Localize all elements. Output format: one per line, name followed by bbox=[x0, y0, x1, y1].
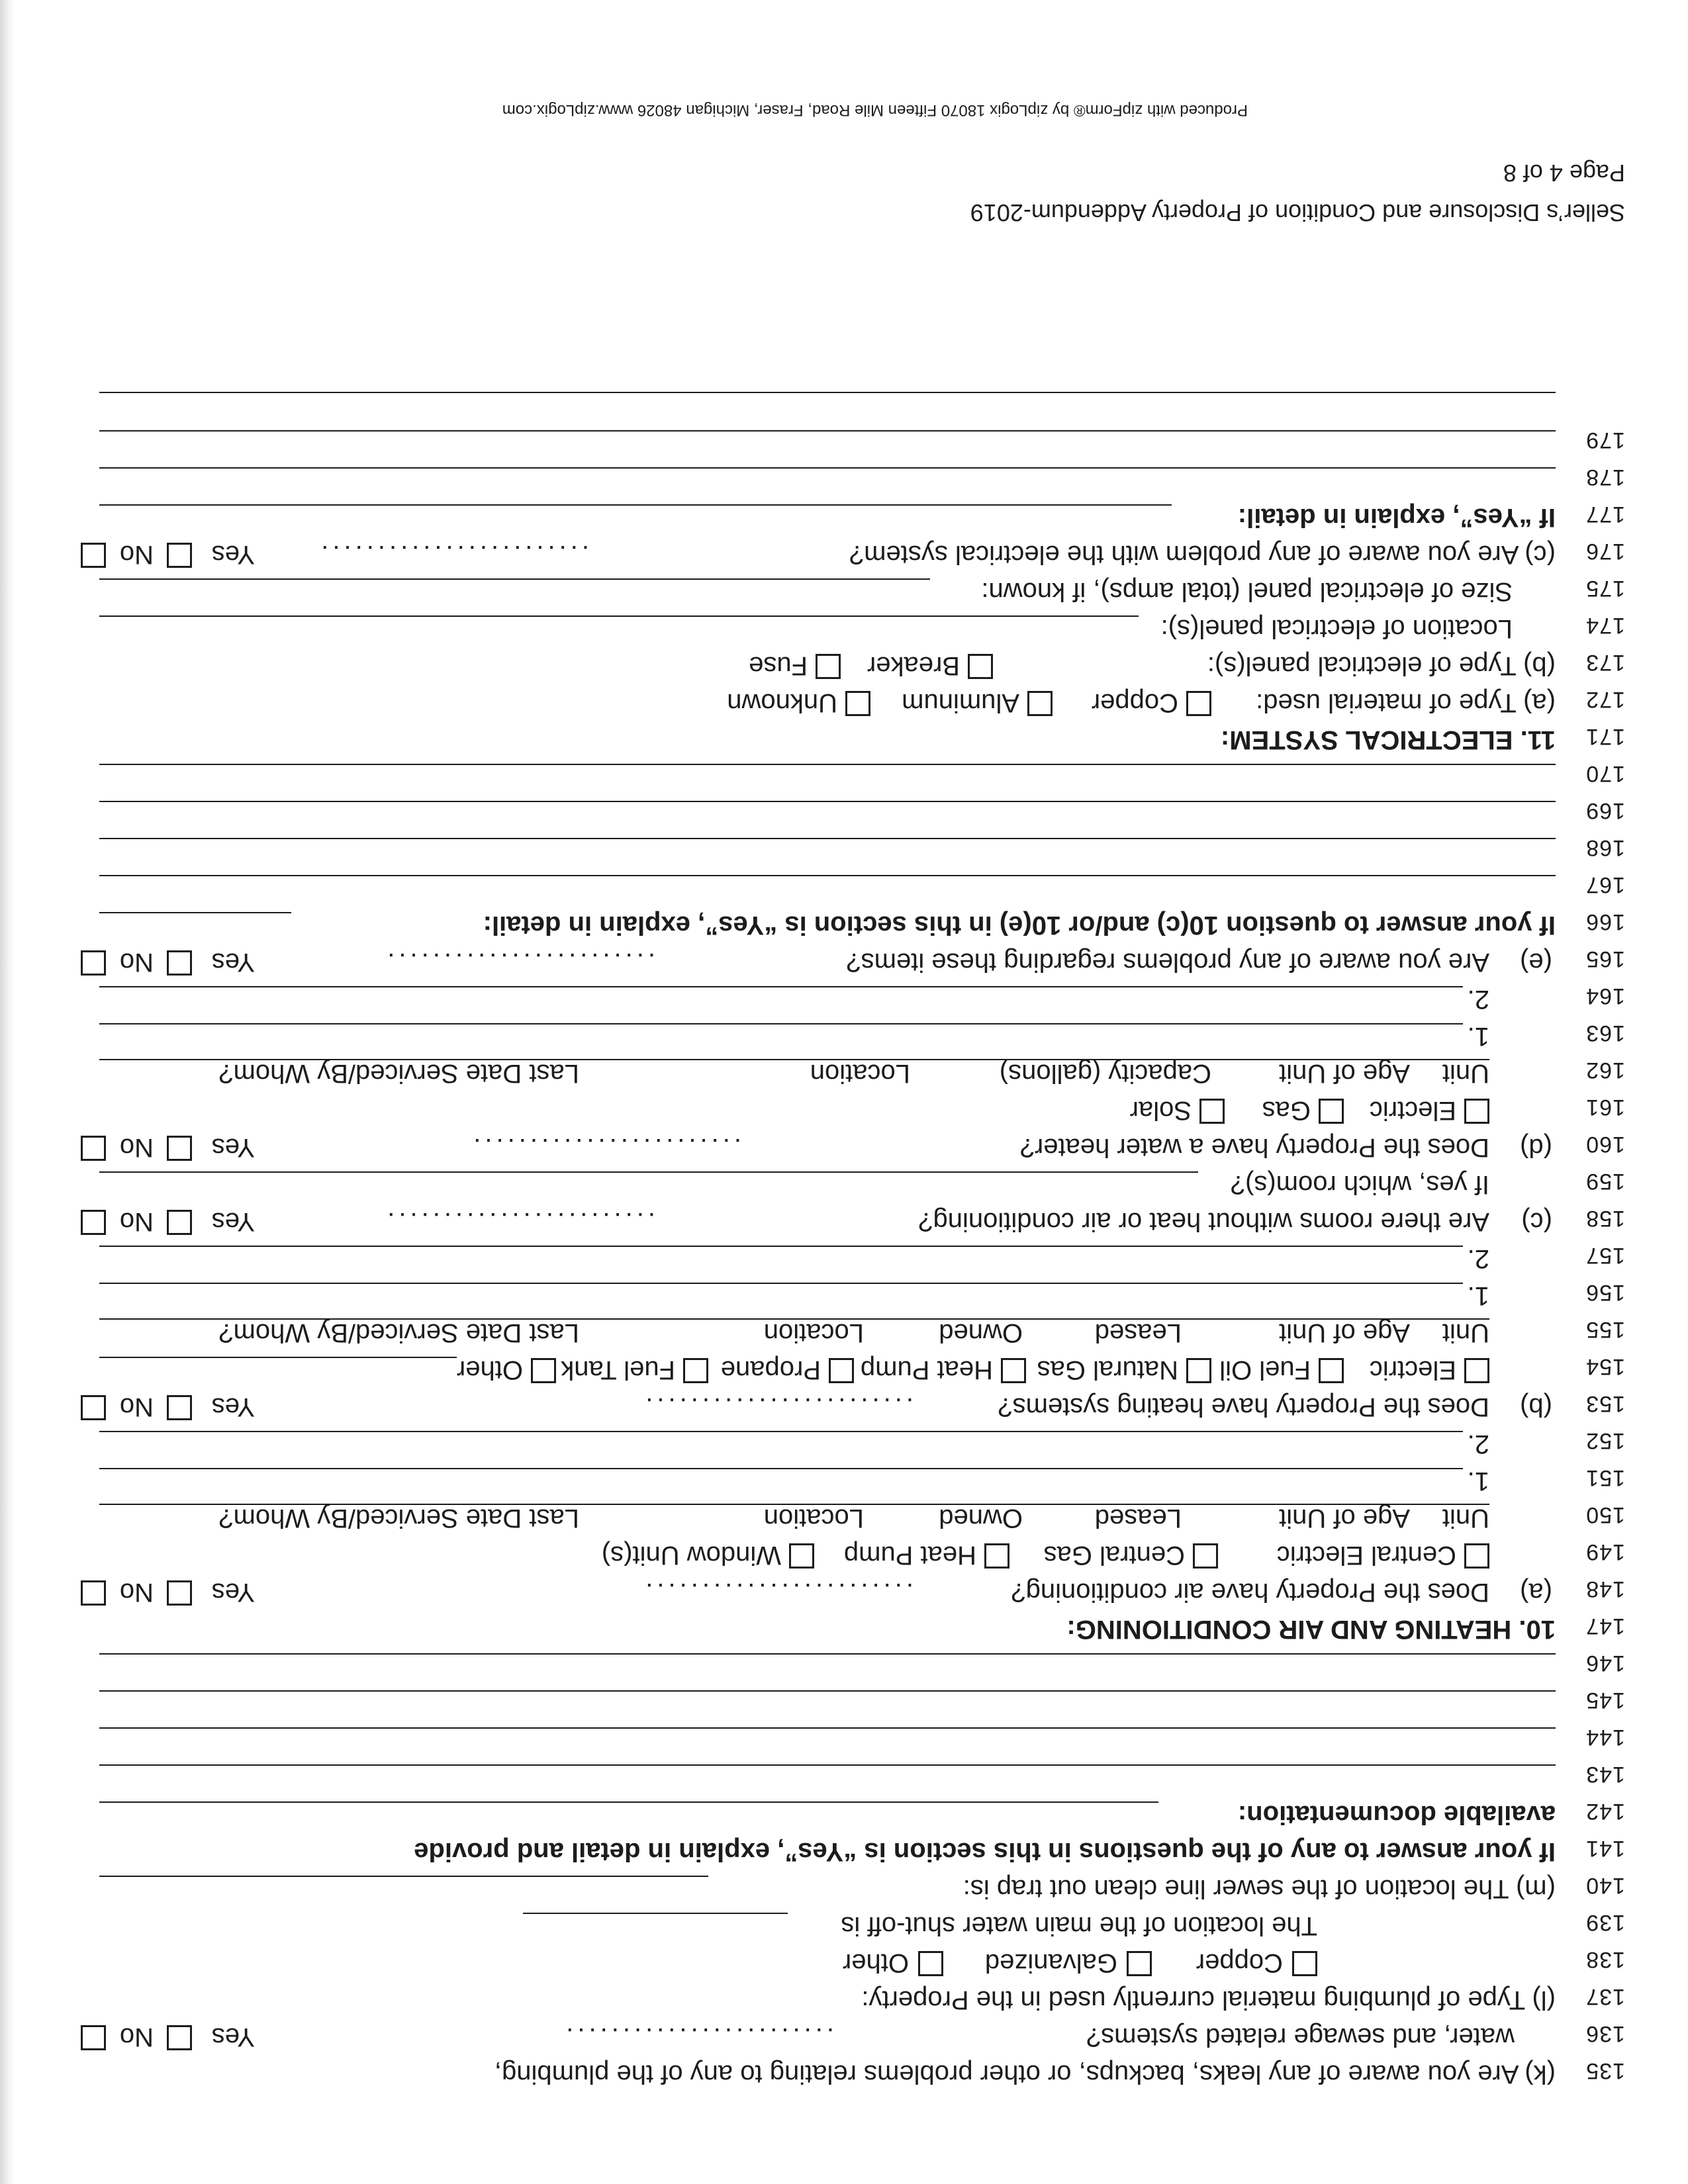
sewer-cleanout-field[interactable] bbox=[99, 1876, 708, 1877]
line-number: 136 bbox=[1585, 2021, 1625, 2046]
dot-leader: ........................ bbox=[317, 540, 589, 569]
line-153 bbox=[0, 1388, 1688, 1424]
unit-row-number: 1. bbox=[1467, 1467, 1489, 1496]
unit-row-number: 2. bbox=[1467, 1430, 1489, 1459]
heating-other-checkbox[interactable] bbox=[531, 1358, 556, 1383]
heat-pump-checkbox[interactable] bbox=[984, 1543, 1009, 1569]
explain-field[interactable] bbox=[99, 467, 1556, 469]
form-title: Seller’s Disclosure and Condition of Property Addendum-2019 bbox=[970, 199, 1625, 226]
unit-row-number: 2. bbox=[1467, 985, 1489, 1014]
line-139 bbox=[0, 1907, 1688, 1943]
line-number: 148 bbox=[1585, 1576, 1625, 1602]
unknown-checkbox[interactable] bbox=[845, 691, 870, 716]
yes-checkbox[interactable] bbox=[167, 1395, 192, 1420]
unit-row-field[interactable] bbox=[99, 1431, 1463, 1432]
panel-size-field[interactable] bbox=[99, 578, 930, 580]
unit-row-field[interactable] bbox=[99, 1283, 1463, 1284]
col-location: Location bbox=[763, 1318, 864, 1347]
plumbing-explain-line1: If your answer to any of the questions in this section is “Yes”, explain in detail and provide bbox=[414, 1837, 1556, 1866]
question-material: (a) Type of material used: bbox=[1256, 688, 1556, 717]
line-147 bbox=[0, 1611, 1688, 1647]
yes-checkbox[interactable] bbox=[167, 1136, 192, 1161]
line-144 bbox=[0, 1722, 1688, 1758]
line-152 bbox=[0, 1426, 1688, 1461]
explain-field[interactable] bbox=[99, 764, 1556, 765]
yes-label: Yes bbox=[211, 948, 255, 977]
heating-explain-label: If your answer to question 10(c) and/or 10(e) in this section is “Yes”, explain in detail: bbox=[483, 911, 1556, 940]
line-165 bbox=[0, 944, 1688, 979]
line-161 bbox=[0, 1092, 1688, 1128]
line-163 bbox=[0, 1018, 1688, 1054]
yes-checkbox[interactable] bbox=[167, 1580, 192, 1606]
line-number: 154 bbox=[1585, 1354, 1625, 1379]
line-number: 138 bbox=[1585, 1947, 1625, 1972]
line-178 bbox=[0, 462, 1688, 498]
explain-field[interactable] bbox=[99, 801, 1556, 802]
line-number: 142 bbox=[1585, 1799, 1625, 1824]
window-units-checkbox[interactable] bbox=[789, 1543, 814, 1569]
heat-electric-checkbox[interactable] bbox=[1464, 1358, 1489, 1383]
line-number: 179 bbox=[1585, 428, 1625, 453]
table-header-rule bbox=[99, 1504, 1489, 1505]
line-number: 146 bbox=[1585, 1651, 1625, 1676]
col-leased: Leased bbox=[1094, 1318, 1182, 1347]
line-150 bbox=[0, 1500, 1688, 1535]
yes-label: Yes bbox=[211, 2023, 255, 2052]
line-number: 171 bbox=[1585, 724, 1625, 749]
no-label: No bbox=[119, 540, 154, 569]
heat-pump-label: Heat Pump bbox=[843, 1541, 976, 1570]
line-151 bbox=[0, 1463, 1688, 1498]
no-checkbox[interactable] bbox=[81, 1580, 106, 1606]
line-167 bbox=[0, 870, 1688, 905]
question-m: (m) The location of the sewer line clean out trap is: bbox=[962, 1874, 1556, 1903]
wh-gas-label: Gas bbox=[1262, 1096, 1311, 1125]
dot-leader: ........................ bbox=[641, 1392, 914, 1422]
line-number: 162 bbox=[1585, 1058, 1625, 1083]
line-157 bbox=[0, 1240, 1688, 1276]
no-label: No bbox=[119, 1133, 154, 1162]
col-age: Age of Unit bbox=[1279, 1318, 1410, 1347]
question-b: Does the Property have heating systems? bbox=[998, 1392, 1489, 1422]
explain-field[interactable] bbox=[99, 1727, 1556, 1729]
question-k-line1: (k) Are you aware of any leaks, backups, or other problems relating to any of the plumbing, bbox=[494, 2060, 1556, 2089]
heating-section-title: 10. HEATING AND AIR CONDITIONING: bbox=[1066, 1615, 1556, 1644]
line-174 bbox=[0, 610, 1688, 646]
no-label: No bbox=[119, 1392, 154, 1422]
page-number: Page 4 of 8 bbox=[1503, 159, 1625, 187]
line-137 bbox=[0, 1981, 1688, 2017]
line-number: 152 bbox=[1585, 1428, 1625, 1453]
plumbing-other-checkbox[interactable] bbox=[918, 1951, 943, 1976]
col-last-serviced: Last Date Serviced/By Whom? bbox=[218, 1059, 579, 1088]
line-176 bbox=[0, 536, 1688, 572]
line-175 bbox=[0, 573, 1688, 609]
galvanized-label: Galvanized bbox=[984, 1948, 1117, 1978]
which-rooms-label: If yes, which room(s)? bbox=[1230, 1170, 1489, 1199]
line-159 bbox=[0, 1166, 1688, 1202]
fuel-tank-label: Fuel Tank bbox=[561, 1355, 675, 1385]
unit-row-field[interactable] bbox=[99, 986, 1463, 987]
explain-field[interactable] bbox=[99, 875, 1556, 876]
line-number: 144 bbox=[1585, 1725, 1625, 1750]
line-number: 165 bbox=[1585, 946, 1625, 972]
col-location: Location bbox=[810, 1059, 910, 1088]
line-number: 143 bbox=[1585, 1762, 1625, 1787]
line-148 bbox=[0, 1574, 1688, 1610]
heating-other-label: Other bbox=[456, 1355, 523, 1385]
wh-solar-checkbox[interactable] bbox=[1199, 1099, 1225, 1124]
central-electric-label: Central Electric bbox=[1276, 1541, 1456, 1570]
breaker-label: Breaker bbox=[867, 651, 960, 680]
natural-gas-checkbox[interactable] bbox=[1186, 1358, 1211, 1383]
galvanized-checkbox[interactable] bbox=[1127, 1951, 1152, 1976]
explain-field[interactable] bbox=[99, 1764, 1556, 1766]
unit-row-number: 2. bbox=[1467, 1244, 1489, 1273]
line-number: 157 bbox=[1585, 1243, 1625, 1268]
line-number: 161 bbox=[1585, 1095, 1625, 1120]
line-number: 158 bbox=[1585, 1206, 1625, 1231]
line-number: 155 bbox=[1585, 1317, 1625, 1342]
line-number: 175 bbox=[1585, 576, 1625, 601]
fuel-oil-checkbox[interactable] bbox=[1319, 1358, 1344, 1383]
col-age: Age of Unit bbox=[1279, 1504, 1410, 1533]
line-169 bbox=[0, 796, 1688, 831]
breaker-checkbox[interactable] bbox=[968, 654, 993, 679]
question-b-label: (b) bbox=[1520, 1392, 1552, 1422]
no-checkbox[interactable] bbox=[81, 1136, 106, 1161]
water-shutoff-label: The location of the main water shut-off is bbox=[841, 1911, 1317, 1940]
no-checkbox[interactable] bbox=[81, 950, 106, 976]
elec-copper-label: Copper bbox=[1091, 688, 1178, 717]
table-header-rule bbox=[99, 1059, 1489, 1060]
line-number: 160 bbox=[1585, 1132, 1625, 1157]
propane-checkbox[interactable] bbox=[829, 1358, 854, 1383]
line-number: 173 bbox=[1585, 650, 1625, 675]
unknown-label: Unknown bbox=[727, 688, 837, 717]
explain-field[interactable] bbox=[99, 1690, 1556, 1692]
question-panel-type: (b) Type of electrical panel(s): bbox=[1207, 651, 1556, 680]
line-number: 153 bbox=[1585, 1391, 1625, 1416]
copper-label: Copper bbox=[1196, 1948, 1283, 1978]
line-number: 166 bbox=[1585, 909, 1625, 934]
no-checkbox[interactable] bbox=[81, 1210, 106, 1235]
question-a-label: (a) bbox=[1520, 1578, 1552, 1607]
wh-solar-label: Solar bbox=[1129, 1096, 1192, 1125]
no-checkbox[interactable] bbox=[81, 1395, 106, 1420]
panel-location-field[interactable] bbox=[99, 615, 1139, 617]
line-145 bbox=[0, 1685, 1688, 1721]
heating-explain-field[interactable] bbox=[99, 912, 291, 913]
copper-checkbox[interactable] bbox=[1292, 1951, 1317, 1976]
col-location: Location bbox=[763, 1504, 864, 1533]
no-checkbox[interactable] bbox=[81, 2025, 106, 2050]
heating-heat-pump-label: Heat Pump bbox=[860, 1355, 993, 1385]
wh-electric-label: Electric bbox=[1369, 1096, 1456, 1125]
unit-row-field[interactable] bbox=[99, 1468, 1463, 1469]
line-number: 178 bbox=[1585, 465, 1625, 490]
line-number: 167 bbox=[1585, 872, 1625, 897]
wh-electric-checkbox[interactable] bbox=[1464, 1099, 1489, 1124]
col-capacity: Capacity (gallons) bbox=[999, 1059, 1211, 1088]
line-143 bbox=[0, 1759, 1688, 1795]
col-unit: Unit bbox=[1442, 1504, 1489, 1533]
dot-leader: ........................ bbox=[383, 948, 655, 977]
explain-field[interactable] bbox=[99, 838, 1556, 839]
unit-row-number: 1. bbox=[1467, 1022, 1489, 1051]
no-checkbox[interactable] bbox=[81, 543, 106, 568]
line-166 bbox=[0, 907, 1688, 942]
line-138 bbox=[0, 1944, 1688, 1980]
electrical-section-title: 11. ELECTRICAL SYSTEM: bbox=[1220, 725, 1556, 754]
line-number: 174 bbox=[1585, 613, 1625, 638]
line-156 bbox=[0, 1277, 1688, 1313]
unit-row-field[interactable] bbox=[99, 1246, 1463, 1247]
line-number: 149 bbox=[1585, 1539, 1625, 1565]
line-number: 168 bbox=[1585, 835, 1625, 860]
electrical-explain-label: If “Yes”, explain in detail: bbox=[1237, 503, 1556, 532]
explain-field-last[interactable] bbox=[99, 392, 1556, 393]
question-electrical-problem: (c) Are you aware of any problem with the electrical system? bbox=[849, 540, 1556, 569]
question-l: (l) Type of plumbing material currently used in the Property: bbox=[861, 1985, 1556, 2015]
question-c: Are there rooms without heat or air conditioning? bbox=[918, 1207, 1489, 1236]
line-142 bbox=[0, 1796, 1688, 1832]
yes-checkbox[interactable] bbox=[167, 543, 192, 568]
line-number: 163 bbox=[1585, 1021, 1625, 1046]
yes-checkbox[interactable] bbox=[167, 950, 192, 976]
col-age: Age of Unit bbox=[1279, 1059, 1410, 1088]
line-number: 137 bbox=[1585, 1984, 1625, 2009]
unit-row-number: 1. bbox=[1467, 1281, 1489, 1310]
window-units-label: Window Unit(s) bbox=[601, 1541, 781, 1570]
line-number: 140 bbox=[1585, 1873, 1625, 1898]
line-number: 135 bbox=[1585, 2058, 1625, 2083]
central-gas-label: Central Gas bbox=[1043, 1541, 1185, 1570]
aluminum-checkbox[interactable] bbox=[1027, 691, 1053, 716]
line-number: 164 bbox=[1585, 983, 1625, 1009]
wh-gas-checkbox[interactable] bbox=[1319, 1099, 1344, 1124]
line-179 bbox=[0, 425, 1688, 461]
question-c-label: (c) bbox=[1521, 1207, 1552, 1236]
line-number: 159 bbox=[1585, 1169, 1625, 1194]
question-d-label: (d) bbox=[1520, 1133, 1552, 1162]
central-gas-checkbox[interactable] bbox=[1193, 1543, 1218, 1569]
elec-copper-checkbox[interactable] bbox=[1186, 691, 1211, 716]
dot-leader: ........................ bbox=[641, 1578, 914, 1607]
col-owned: Owned bbox=[939, 1318, 1023, 1347]
unit-row-field[interactable] bbox=[99, 1023, 1463, 1024]
line-number: 177 bbox=[1585, 502, 1625, 527]
fuel-oil-label: Fuel Oil bbox=[1219, 1355, 1311, 1385]
electrical-explain-field[interactable] bbox=[99, 504, 1172, 506]
panel-size-label: Size of electrical panel (total amps), if known: bbox=[981, 577, 1513, 606]
plumbing-other-label: Other bbox=[842, 1948, 909, 1978]
line-number: 170 bbox=[1585, 761, 1625, 786]
no-label: No bbox=[119, 2023, 154, 2052]
yes-checkbox[interactable] bbox=[167, 1210, 192, 1235]
line-164 bbox=[0, 981, 1688, 1017]
line-number: 151 bbox=[1585, 1465, 1625, 1490]
line-135 bbox=[0, 2056, 1688, 2091]
natural-gas-label: Natural Gas bbox=[1037, 1355, 1178, 1385]
central-electric-checkbox[interactable] bbox=[1464, 1543, 1489, 1569]
yes-label: Yes bbox=[211, 1578, 255, 1607]
line-number: 147 bbox=[1585, 1614, 1625, 1639]
line-146 bbox=[0, 1648, 1688, 1684]
line-154 bbox=[0, 1351, 1688, 1387]
line-155 bbox=[0, 1314, 1688, 1350]
line-168 bbox=[0, 833, 1688, 868]
col-unit: Unit bbox=[1442, 1059, 1489, 1088]
yes-checkbox[interactable] bbox=[167, 2025, 192, 2050]
dot-leader: ........................ bbox=[562, 2023, 834, 2052]
line-number: 150 bbox=[1585, 1502, 1625, 1527]
fuse-label: Fuse bbox=[749, 651, 808, 680]
heating-heat-pump-checkbox[interactable] bbox=[1001, 1358, 1026, 1383]
yes-label: Yes bbox=[211, 1133, 255, 1162]
no-label: No bbox=[119, 948, 154, 977]
yes-label: Yes bbox=[211, 1392, 255, 1422]
question-k-line2: water, and sewage related systems? bbox=[1086, 2023, 1515, 2052]
no-label: No bbox=[119, 1207, 154, 1236]
dot-leader: ........................ bbox=[383, 1207, 655, 1236]
propane-label: Propane bbox=[720, 1355, 821, 1385]
col-owned: Owned bbox=[939, 1504, 1023, 1533]
yes-label: Yes bbox=[211, 1207, 255, 1236]
heat-electric-label: Electric bbox=[1369, 1355, 1456, 1385]
line-149 bbox=[0, 1537, 1688, 1572]
explain-field[interactable] bbox=[99, 1653, 1556, 1655]
table-header-rule bbox=[99, 1318, 1489, 1320]
line-170 bbox=[0, 758, 1688, 794]
line-160 bbox=[0, 1129, 1688, 1165]
no-label: No bbox=[119, 1578, 154, 1607]
explain-field[interactable] bbox=[99, 430, 1556, 432]
col-leased: Leased bbox=[1094, 1504, 1182, 1533]
line-177 bbox=[0, 499, 1688, 535]
question-a: Does the Property have air conditioning? bbox=[1011, 1578, 1489, 1607]
col-last-serviced: Last Date Serviced/By Whom? bbox=[218, 1504, 579, 1533]
plumbing-explain-field[interactable] bbox=[99, 1801, 1158, 1803]
line-number: 176 bbox=[1585, 539, 1625, 564]
line-136 bbox=[0, 2019, 1688, 2054]
line-number: 172 bbox=[1585, 687, 1625, 712]
line-number: 139 bbox=[1585, 1910, 1625, 1935]
line-number: 141 bbox=[1585, 1836, 1625, 1861]
col-last-serviced: Last Date Serviced/By Whom? bbox=[218, 1318, 579, 1347]
question-e-label: (e) bbox=[1520, 948, 1552, 977]
heating-other-field[interactable] bbox=[99, 1357, 457, 1358]
line-172 bbox=[0, 684, 1688, 720]
line-140 bbox=[0, 1870, 1688, 1906]
plumbing-explain-line2: available documentation: bbox=[1237, 1800, 1556, 1829]
which-rooms-field[interactable] bbox=[99, 1171, 1198, 1173]
fuse-checkbox[interactable] bbox=[816, 654, 841, 679]
col-unit: Unit bbox=[1442, 1318, 1489, 1347]
aluminum-label: Aluminum bbox=[902, 688, 1019, 717]
question-e: Are you aware of any problems regarding these items? bbox=[846, 948, 1489, 977]
line-141 bbox=[0, 1833, 1688, 1869]
produced-by: Produced with zipForm® by zipLogix 18070 Fifteen Mile Road, Fraser, Michigan 48026 www.zipLogix.com bbox=[502, 101, 1248, 119]
line-number: 156 bbox=[1585, 1280, 1625, 1305]
fuel-tank-checkbox[interactable] bbox=[683, 1358, 708, 1383]
line-158 bbox=[0, 1203, 1688, 1239]
line-162 bbox=[0, 1055, 1688, 1091]
panel-location-label: Location of electrical panel(s): bbox=[1160, 614, 1513, 643]
line-173 bbox=[0, 647, 1688, 683]
water-shutoff-field[interactable] bbox=[523, 1913, 788, 1914]
line-number: 145 bbox=[1585, 1688, 1625, 1713]
line-171 bbox=[0, 721, 1688, 757]
line-number: 169 bbox=[1585, 798, 1625, 823]
yes-label: Yes bbox=[211, 540, 255, 569]
dot-leader: ........................ bbox=[469, 1133, 741, 1162]
question-d: Does the Property have a water heater? bbox=[1019, 1133, 1489, 1162]
